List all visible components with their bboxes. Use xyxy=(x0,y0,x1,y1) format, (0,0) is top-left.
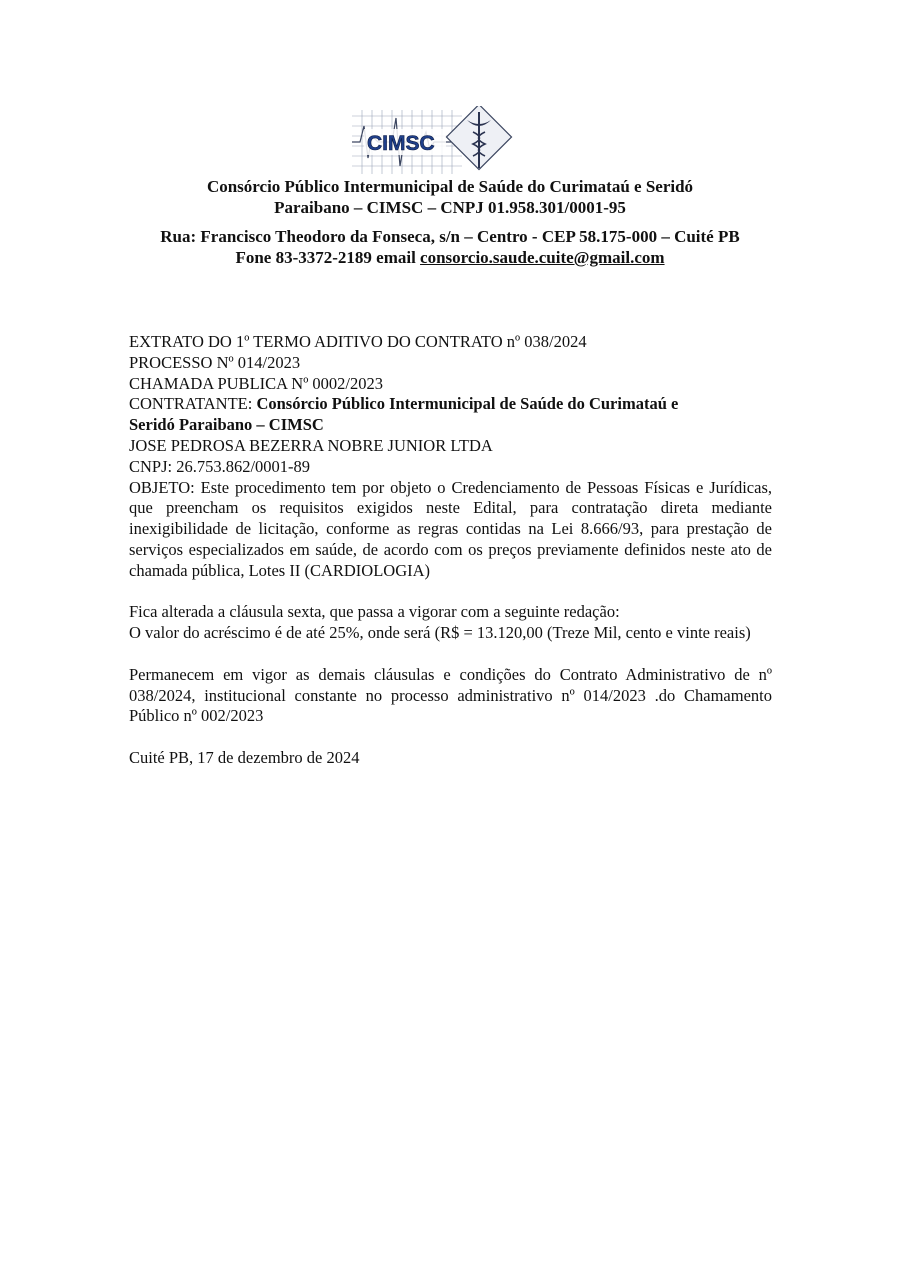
header-phone-line xyxy=(60,247,840,268)
email-link[interactable]: consorcio.saude.cuite@gmail.com xyxy=(420,248,665,267)
public-call: CHAMADA PUBLICA Nº 0002/2023 xyxy=(129,373,384,393)
cimsc-logo-graphic xyxy=(352,106,514,176)
header-org xyxy=(60,176,840,218)
contracted-cnpj: CNPJ: 26.753.862/0001-89 xyxy=(129,456,311,476)
header-address: Rua: Francisco Theodoro da Fonseca, s/n – Centro - CEP 58.175-000 – Cuité PB xyxy=(160,227,740,246)
extract-body xyxy=(129,332,772,769)
logo-text: CIMSC xyxy=(367,132,435,155)
contractor-name-2: Seridó Paraibano – CIMSC xyxy=(129,415,324,435)
contractor-label: CONTRATANTE: xyxy=(129,394,257,414)
header-phone: Fone 83-3372-2189 email xyxy=(235,248,421,267)
header-line-2: Paraibano – CIMSC – CNPJ 01.958.301/0001-95 xyxy=(274,198,626,217)
contractor-name-1: Consórcio Público Intermunicipal de Saúde do Curimataú e xyxy=(256,394,679,414)
remain-paragraph: Permanecem em vigor as demais cláusulas e condições do Contrato Administrativo de nº 038/2024, institucional constante no processo administrativo nº 014/2023 .do Chamamento Público nº 002/2023 xyxy=(129,664,772,726)
object-paragraph: OBJETO: Este procedimento tem por objeto o Credenciamento de Pessoas Físicas e Jurídicas, que preencham os requisitos exigidos neste Edital, para contratação direta mediante inexigibilidade de licitação, conforme as regras contidas na Lei 8.666/93, para prestação de serviços especializados em saúde, de acordo com os preços previamente definidos neste ato de chamada pública, Lotes II (CARDIOLOGIA) xyxy=(129,477,772,580)
contracted-company: JOSE PEDROSA BEZERRA NOBRE JUNIOR LTDA xyxy=(129,435,493,455)
process-number: PROCESSO Nº 014/2023 xyxy=(129,352,301,372)
clause-value: O valor do acréscimo é de até 25%, onde será (R$ = 13.120,00 (Treze Mil, cento e vinte reais) xyxy=(129,623,751,643)
clause-intro: Fica alterada a cláusula sexta, que passa a vigorar com a seguinte redação: xyxy=(129,602,620,622)
cimsc-logo xyxy=(352,106,514,176)
header-line-1: Consórcio Público Intermunicipal de Saúde do Curimataú e Seridó xyxy=(206,177,694,196)
extract-title: EXTRATO DO 1º TERMO ADITIVO DO CONTRATO nº 038/2024 xyxy=(129,332,587,351)
header-contact xyxy=(60,226,840,268)
place-date: Cuité PB, 17 de dezembro de 2024 xyxy=(129,747,360,767)
caduceus-icon xyxy=(446,106,511,170)
contractor xyxy=(129,394,772,415)
